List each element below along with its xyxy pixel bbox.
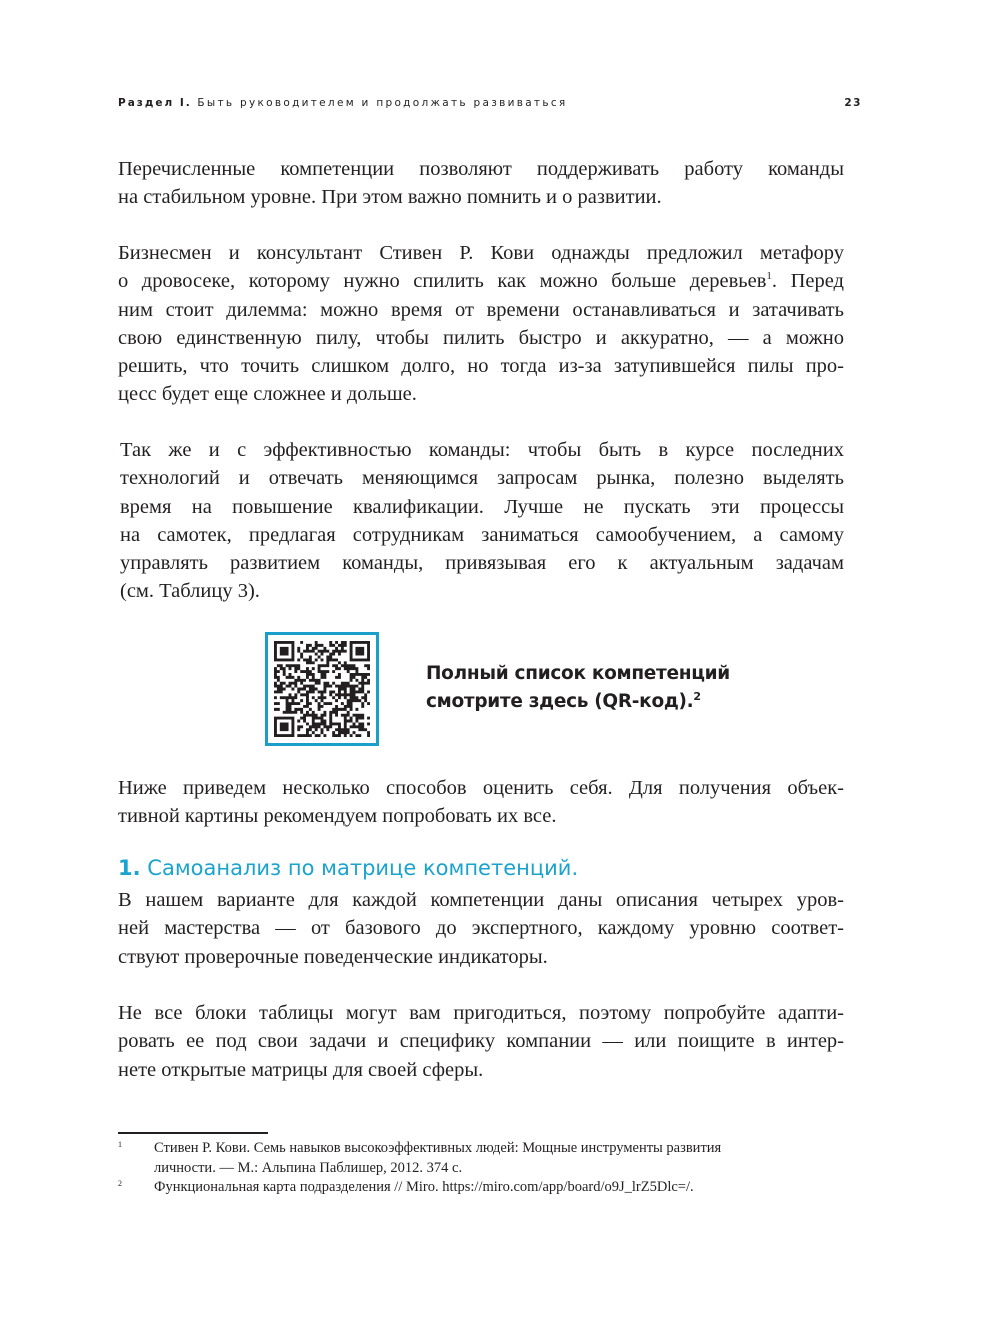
text-line: ровать ее под свои задачи и специфику компании — или поищите в интер- bbox=[118, 1030, 844, 1053]
text-line: решить, что точить слишком долго, но тогда из-за затупившейся пилы про- bbox=[118, 355, 844, 378]
qr-caption-line bbox=[426, 688, 730, 716]
text-line: на стабильном уровне. При этом важно помнить и о развитии. bbox=[118, 186, 662, 209]
qr-caption bbox=[426, 660, 730, 716]
running-header bbox=[118, 97, 862, 109]
text-line: Ниже приведем несколько способов оценить себя. Для получения объек- bbox=[118, 777, 844, 799]
footnote-ref: 1 bbox=[766, 270, 772, 283]
text-line: Бизнесмен и консультант Стивен Р. Кови однажды предложил метафору bbox=[118, 242, 844, 264]
text-line bbox=[118, 267, 844, 295]
paragraph-5 bbox=[118, 886, 844, 971]
qr-code-image bbox=[274, 641, 370, 737]
paragraph-2 bbox=[118, 239, 844, 409]
text-line: свою единственную пилу, чтобы пилить быстро и аккуратно, — а можно bbox=[118, 326, 844, 349]
text-line: тивной картины рекомендуем попробовать их все. bbox=[118, 805, 557, 828]
heading-number: 1. bbox=[118, 856, 141, 880]
text-line: Перечисленные компетенции позволяют поддерживать работу команды bbox=[118, 158, 844, 180]
text-line: технологий и отвечать меняющимся запросам рынка, полезно выделять bbox=[120, 467, 844, 490]
page-number: 23 bbox=[844, 97, 862, 109]
qr-modules bbox=[274, 641, 370, 737]
paragraph-3 bbox=[120, 436, 844, 606]
text-line: цесс будет еще сложнее и дольше. bbox=[118, 383, 417, 406]
text-line: Так же и с эффективностью команды: чтобы быть в курсе последних bbox=[120, 439, 844, 461]
text-line: В нашем варианте для каждой компетенции даны описания четырех уров- bbox=[118, 889, 844, 911]
footnote-ref: 2 bbox=[693, 689, 701, 703]
text: о дровосеке, которому нужно спилить как можно больше деревьев bbox=[118, 270, 767, 293]
text: смотрите здесь (QR-код). bbox=[426, 691, 694, 712]
heading-text: Самоанализ по матрице компетенций. bbox=[147, 856, 579, 880]
section-heading bbox=[118, 856, 578, 880]
footnote-text: Стивен Р. Кови. Семь навыков высокоэффективных людей: Мощные инструменты развития bbox=[154, 1140, 722, 1156]
text-line: (см. Таблицу 3). bbox=[120, 580, 260, 603]
text-line: ним стоит дилемма: можно время от времени останавливаться и затачивать bbox=[118, 298, 844, 321]
qr-code[interactable] bbox=[265, 632, 379, 746]
text: . Перед bbox=[771, 270, 844, 293]
text-line: управлять развитием команды, привязывая его к актуальным задачам bbox=[120, 552, 844, 575]
footnote-1 bbox=[118, 1139, 838, 1178]
paragraph-6 bbox=[118, 999, 844, 1084]
footnote-2 bbox=[118, 1178, 838, 1198]
text-line: Не все блоки таблицы могут вам пригодиться, поэтому попробуйте адапти- bbox=[118, 1002, 844, 1024]
footnote-divider bbox=[118, 1132, 268, 1134]
text-line: ней мастерства — от базового до экспертного, каждому уровню соответ- bbox=[118, 917, 844, 940]
footnote-number: 2 bbox=[118, 1179, 122, 1188]
footnote-number: 1 bbox=[118, 1140, 122, 1149]
text-line: на самотек, предлагая сотрудникам заниматься самообучением, а самому bbox=[120, 523, 844, 546]
text-line: ствуют проверочные поведенческие индикаторы. bbox=[118, 945, 548, 968]
footnote-text[interactable]: Функциональная карта подразделения // Miro. https://miro.com/app/board/o9J_lrZ5Dlc=/. bbox=[154, 1179, 694, 1195]
section-title: Быть руководителем и продолжать развиваться bbox=[197, 97, 568, 109]
section-label: Раздел I. bbox=[118, 97, 192, 109]
paragraph-4 bbox=[118, 774, 844, 831]
qr-caption-line: Полный список компетенций bbox=[426, 663, 730, 684]
text-line: нете открытые матрицы для своей сферы. bbox=[118, 1058, 484, 1081]
text-line: время на повышение квалификации. Лучше не пускать эти процессы bbox=[120, 495, 844, 518]
footnote-text: личности. — М.: Альпина Паблишер, 2012. 374 с. bbox=[154, 1159, 463, 1176]
paragraph-1 bbox=[118, 155, 844, 212]
